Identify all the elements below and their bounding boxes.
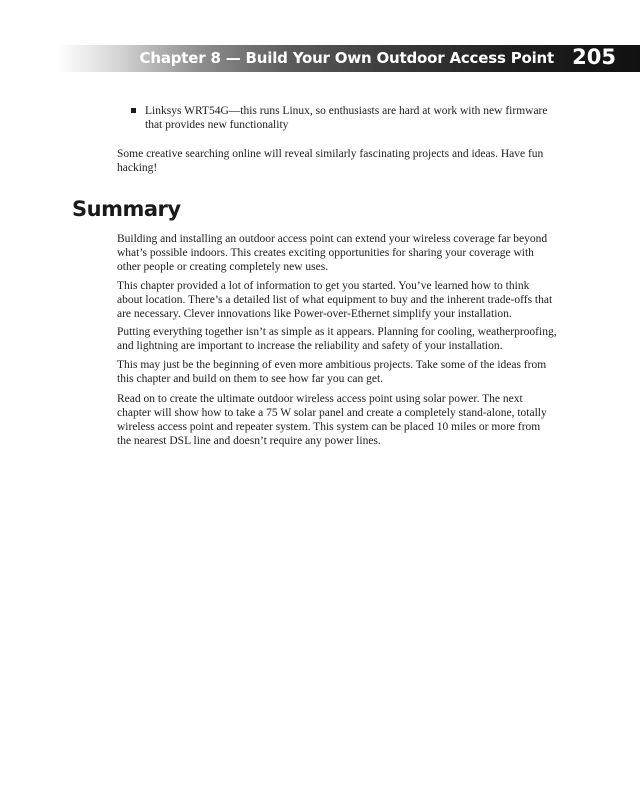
bullet-list-item xyxy=(117,104,557,132)
bullet-text: Linksys WRT54G—this runs Linux, so enthusiasts are hard at work with new firmware that provides new functionality xyxy=(145,105,548,131)
summary-paragraph-3: Putting everything together isn’t as simple as it appears. Planning for cooling, weatherproofing, and lightning are important to increase the reliability and safety of your installation. xyxy=(117,326,557,352)
square-bullet-icon xyxy=(131,108,136,113)
summary-paragraph-2: This chapter provided a lot of information to get you started. You’ve learned how to think about location. There’s a detailed list of what equipment to buy and the inherent trade-offs that are necessary. Clever innovations like Power-over-Ethernet simplify your installation. xyxy=(117,280,553,320)
summary-paragraph-4: This may just be the beginning of even more ambitious projects. Take some of the ideas from this chapter and build on them to see how far you can get. xyxy=(117,359,547,385)
chapter-title: Chapter 8 — Build Your Own Outdoor Access Point xyxy=(139,49,554,67)
summary-paragraph-5: Read on to create the ultimate outdoor wireless access point using solar power. The next chapter will show how to take a 75 W solar panel and create a completely stand-alone, totally wireless access point and repeater system. This system can be placed 10 miles or more from the nearest DSL line and doesn’t require any power lines. xyxy=(117,393,547,447)
page-number: 205 xyxy=(572,45,616,69)
intro-paragraph: Some creative searching online will reveal similarly fascinating projects and ideas. Have fun hacking! xyxy=(117,148,544,174)
summary-paragraph-1: Building and installing an outdoor access point can extend your wireless coverage far beyond what’s possible indoors. This creates exciting opportunities for sharing your coverage with other people or creating completely new uses. xyxy=(117,233,548,273)
section-heading-summary: Summary xyxy=(72,197,181,221)
running-header xyxy=(58,45,640,72)
